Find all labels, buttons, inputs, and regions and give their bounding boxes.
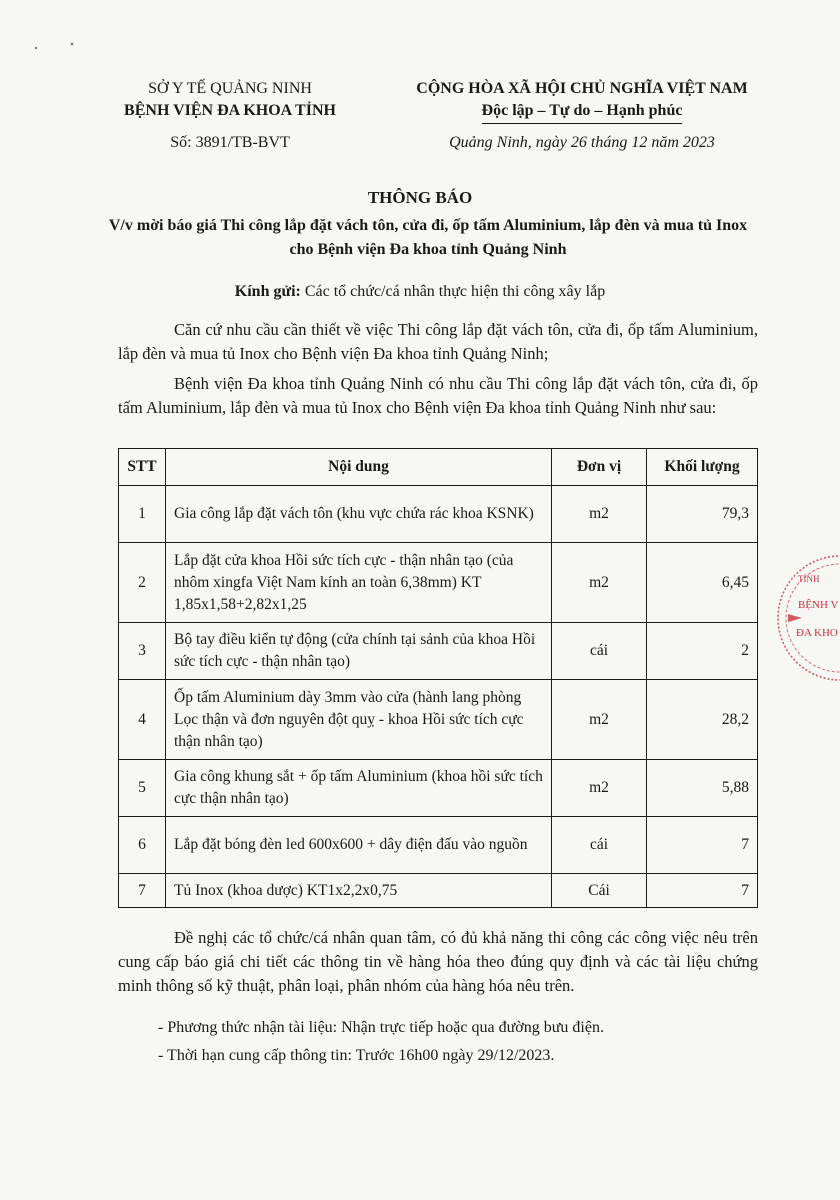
department-name: SỞ Y TẾ QUẢNG NINH (148, 80, 312, 97)
table-row (119, 760, 758, 817)
hospital-name: BỆNH VIỆN ĐA KHOA TỈNH (124, 102, 336, 119)
row-content: Lắp đặt bóng đèn led 600x600 + dây điện đấu vào nguồn (166, 817, 552, 874)
recipient-text: Các tổ chức/cá nhân thực hiện thi công xây lắp (300, 283, 606, 300)
row-stt: 4 (119, 680, 166, 760)
table-row (119, 680, 758, 760)
document-number: Số: 3891/TB-BVT (170, 134, 290, 151)
row-content: Lắp đặt cửa khoa Hồi sức tích cực - thận nhân tạo (của nhôm xingfa Việt Nam kính an toàn 6,38mm) KT 1,85x1,58+2,82x1,25 (166, 543, 552, 623)
header-unit: Đơn vị (552, 449, 647, 486)
table-row (119, 817, 758, 874)
seal-text-2: ĐA KHO (796, 627, 838, 639)
closing-paragraph: Đề nghị các tổ chức/cá nhân quan tâm, có đủ khả năng thi công các công việc nêu trên cung cấp báo giá chi tiết các thông tin về hàng hóa theo đúng quy định và các tài liệu chứng minh thông số kỹ thuật, phân loại, phân nhóm của hàng hóa nêu trên. (118, 928, 758, 995)
official-seal (758, 548, 840, 688)
header-qty: Khối lượng (647, 449, 758, 486)
header-content: Nội dung (166, 449, 552, 486)
header-stt: STT (119, 449, 166, 486)
place-date: Quảng Ninh, ngày 26 tháng 12 năm 2023 (449, 134, 715, 151)
row-qty: 6,45 (647, 543, 758, 623)
row-qty: 2 (647, 623, 758, 680)
seal-text-top: TỈNH (798, 574, 820, 584)
recipient-line (60, 283, 780, 301)
document-subject: V/v mời báo giá Thi công lắp đặt vách tôn, cửa đi, ốp tấm Aluminium, lắp đèn và mua tủ Inox cho Bệnh viện Đa khoa tỉnh Quảng Ninh (108, 217, 748, 258)
row-stt: 5 (119, 760, 166, 817)
row-unit: cái (552, 623, 647, 680)
row-content: Ốp tấm Aluminium dày 3mm vào cửa (hành lang phòng Lọc thận và đơn nguyên đột quỵ - khoa Hồi sức tích cực thận nhân tạo) (166, 680, 552, 760)
scan-specks (34, 38, 94, 58)
row-stt: 2 (119, 543, 166, 623)
row-unit: m2 (552, 680, 647, 760)
row-content: Tủ Inox (khoa dược) KT1x2,2x0,75 (166, 874, 552, 908)
basis-paragraph: Căn cứ nhu cầu cần thiết về việc Thi công lắp đặt vách tôn, cửa đi, ốp tấm Aluminium, lắp đèn và mua tủ Inox cho Bệnh viện Đa khoa tỉnh Quảng Ninh; (118, 320, 758, 363)
national-motto: Độc lập – Tự do – Hạnh phúc (482, 100, 683, 124)
table-header-row (119, 449, 758, 486)
row-stt: 1 (119, 486, 166, 543)
row-qty: 7 (647, 874, 758, 908)
nation-name: CỘNG HÒA XÃ HỘI CHỦ NGHĨA VIỆT NAM (416, 80, 748, 97)
row-stt: 6 (119, 817, 166, 874)
submission-method: - Phương thức nhận tài liệu: Nhận trực tiếp hoặc qua đường bưu điện. (158, 1019, 604, 1036)
table-row (119, 874, 758, 908)
table-row (119, 623, 758, 680)
document-title: THÔNG BÁO (367, 188, 473, 207)
row-unit: m2 (552, 760, 647, 817)
row-unit: Cái (552, 874, 647, 908)
row-qty: 28,2 (647, 680, 758, 760)
row-qty: 79,3 (647, 486, 758, 543)
submission-deadline: - Thời hạn cung cấp thông tin: Trước 16h00 ngày 29/12/2023. (158, 1047, 555, 1064)
issuer-block (80, 78, 380, 122)
row-qty: 5,88 (647, 760, 758, 817)
recipient-label: Kính gửi: (234, 283, 301, 300)
row-stt: 7 (119, 874, 166, 908)
seal-text-1: BỆNH V (798, 599, 839, 611)
row-content: Bộ tay điều kiển tự động (cửa chính tại sảnh của khoa Hồi sức tích cực - thận nhân tạo) (166, 623, 552, 680)
row-unit: cái (552, 817, 647, 874)
items-table (118, 448, 758, 908)
national-header (352, 78, 812, 124)
row-unit: m2 (552, 486, 647, 543)
row-qty: 7 (647, 817, 758, 874)
row-content: Gia công khung sắt + ốp tấm Aluminium (khoa hồi sức tích cực thận nhân tạo) (166, 760, 552, 817)
table-row (119, 486, 758, 543)
need-paragraph: Bệnh viện Đa khoa tỉnh Quảng Ninh có nhu cầu Thi công lắp đặt vách tôn, cửa đi, ốp tấm Aluminium, lắp đèn và mua tủ Inox cho Bệnh viện Đa khoa tỉnh Quảng Ninh như sau: (118, 374, 758, 417)
row-stt: 3 (119, 623, 166, 680)
row-unit: m2 (552, 543, 647, 623)
table-row (119, 543, 758, 623)
row-content: Gia công lắp đặt vách tôn (khu vực chứa rác khoa KSNK) (166, 486, 552, 543)
